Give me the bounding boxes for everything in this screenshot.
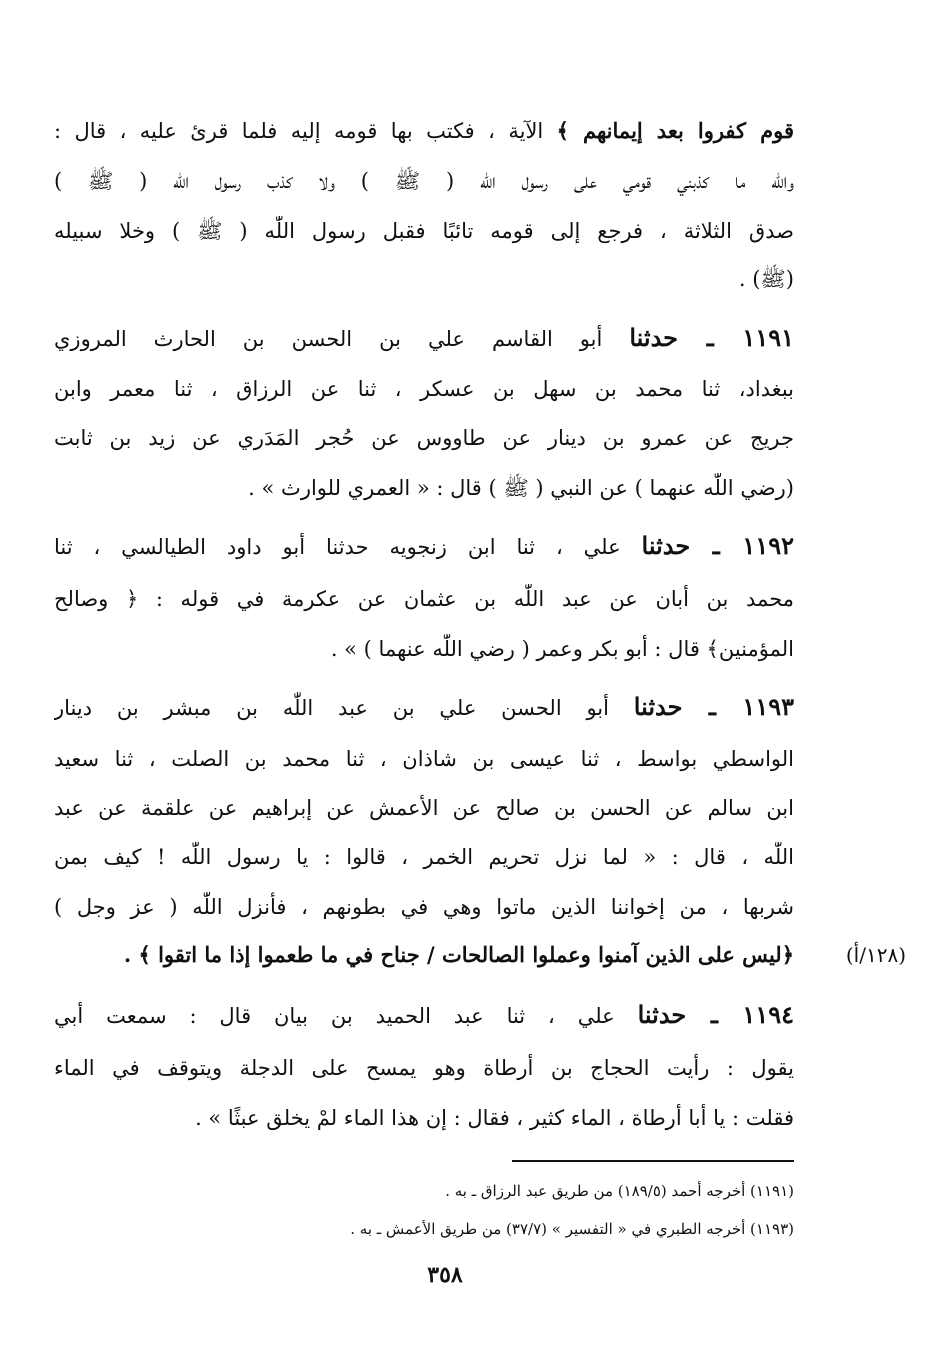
text-line: شربها ، من إخواننا الذين ماتوا وهي في بطونهم ، فأنزل اللّٰه ( عز وجل ) [54, 895, 794, 919]
text-line: فقلت : يا أبا أرطاة ، الماء كثير ، فقال : إن هذا الماء لمْ يخلق عبثًا » . [195, 1106, 794, 1130]
hadith-heading-line: ١١٩٤ ـ حدثنا علي ، ثنا عبد الحميد بن بيان قال : سمعت أبي [54, 1000, 794, 1029]
text-line: قوم كفروا بعد إيمانهم ﴾ الآية ، فكتب بها قومه إليه فلما قرئ عليه ، قال : [54, 118, 794, 143]
text-line: (رضي اللّٰه عنهما ) عن النبي ( ﷺ ) قال : « العمري للوارث » . [248, 476, 794, 500]
text-line: يقول : رأيت الحجاج بن أرطاة وهو يمسح على الدجلة ويتوقف في الماء [54, 1056, 794, 1080]
text-line: (ﷺ) . [738, 267, 794, 291]
hadith-heading-line: ١١٩١ ـ حدثنا أبو القاسم علي بن الحسن بن الحارث المروزي [54, 323, 794, 352]
footnote: (١١٩٣) أخرجه الطبري في « التفسير » (٣٧/٧) من طريق الأعمش ـ به . [350, 1220, 794, 1238]
text-line: ببغداد، ثنا محمد بن سهل بن عسكر ، ثنا عن الرزاق ، ثنا معمر وابن [54, 377, 794, 401]
hadith-heading-line: ١١٩٣ ـ حدثنا أبو الحسن علي بن عبد اللّٰه بن مبشر بن دينار [54, 692, 794, 721]
text-line: المؤمنين﴾ قال : أبو بكر وعمر ( رضي اللّٰه عنهما ) » . [330, 637, 794, 661]
text-line: اللّٰه ، قال : « لما نزل تحريم الخمر ، قالوا : يا رسول اللّٰه ! كيف بمن [54, 845, 794, 869]
quran-verse-line: ﴿ليس على الذين آمنوا وعملوا الصالحات / جناح في ما طعموا إذا ما اتقوا ﴾ . [123, 942, 794, 967]
text-line: جريج عن عمرو بن دينار عن طاووس عن حُجر المَدَري عن زيد بن ثابت [54, 426, 794, 450]
footnote-separator [512, 1160, 794, 1162]
text-line: واللّٰه ما كذبني قومي على رسول اللّٰه ( ﷺ ) ولا كذب رسول اللّٰه ( ﷺ ) [54, 169, 794, 193]
footnote: (١١٩١) أخرجه أحمد (١٨٩/٥) من طريق عبد الرزاق ـ به . [445, 1182, 794, 1200]
text-line: محمد بن أبان عن عبد اللّٰه بن عثمان عن عكرمة في قوله : ﴿ وصالح [54, 587, 794, 611]
page-number: ٣٥٨ [427, 1262, 463, 1288]
text-line: ابن سالم عن الحسن بن صالح عن الأعمش عن إبراهيم عن علقمة عن عبد [54, 796, 794, 820]
manuscript-folio-note: (١٢٨/أ) [845, 943, 906, 967]
text-line: الواسطي بواسط ، ثنا عيسى بن شاذان ، ثنا محمد بن الصلت ، ثنا سعيد [54, 747, 794, 771]
text-line: صدق الثلاثة ، فرجع إلى قومه تائبًا فقبل رسول اللّٰه ( ﷺ ) وخلا سبيله [54, 219, 794, 243]
hadith-heading-line: ١١٩٢ ـ حدثنا علي ، ثنا ابن زنجويه حدثنا أبو داود الطيالسي ، ثنا [54, 531, 794, 560]
